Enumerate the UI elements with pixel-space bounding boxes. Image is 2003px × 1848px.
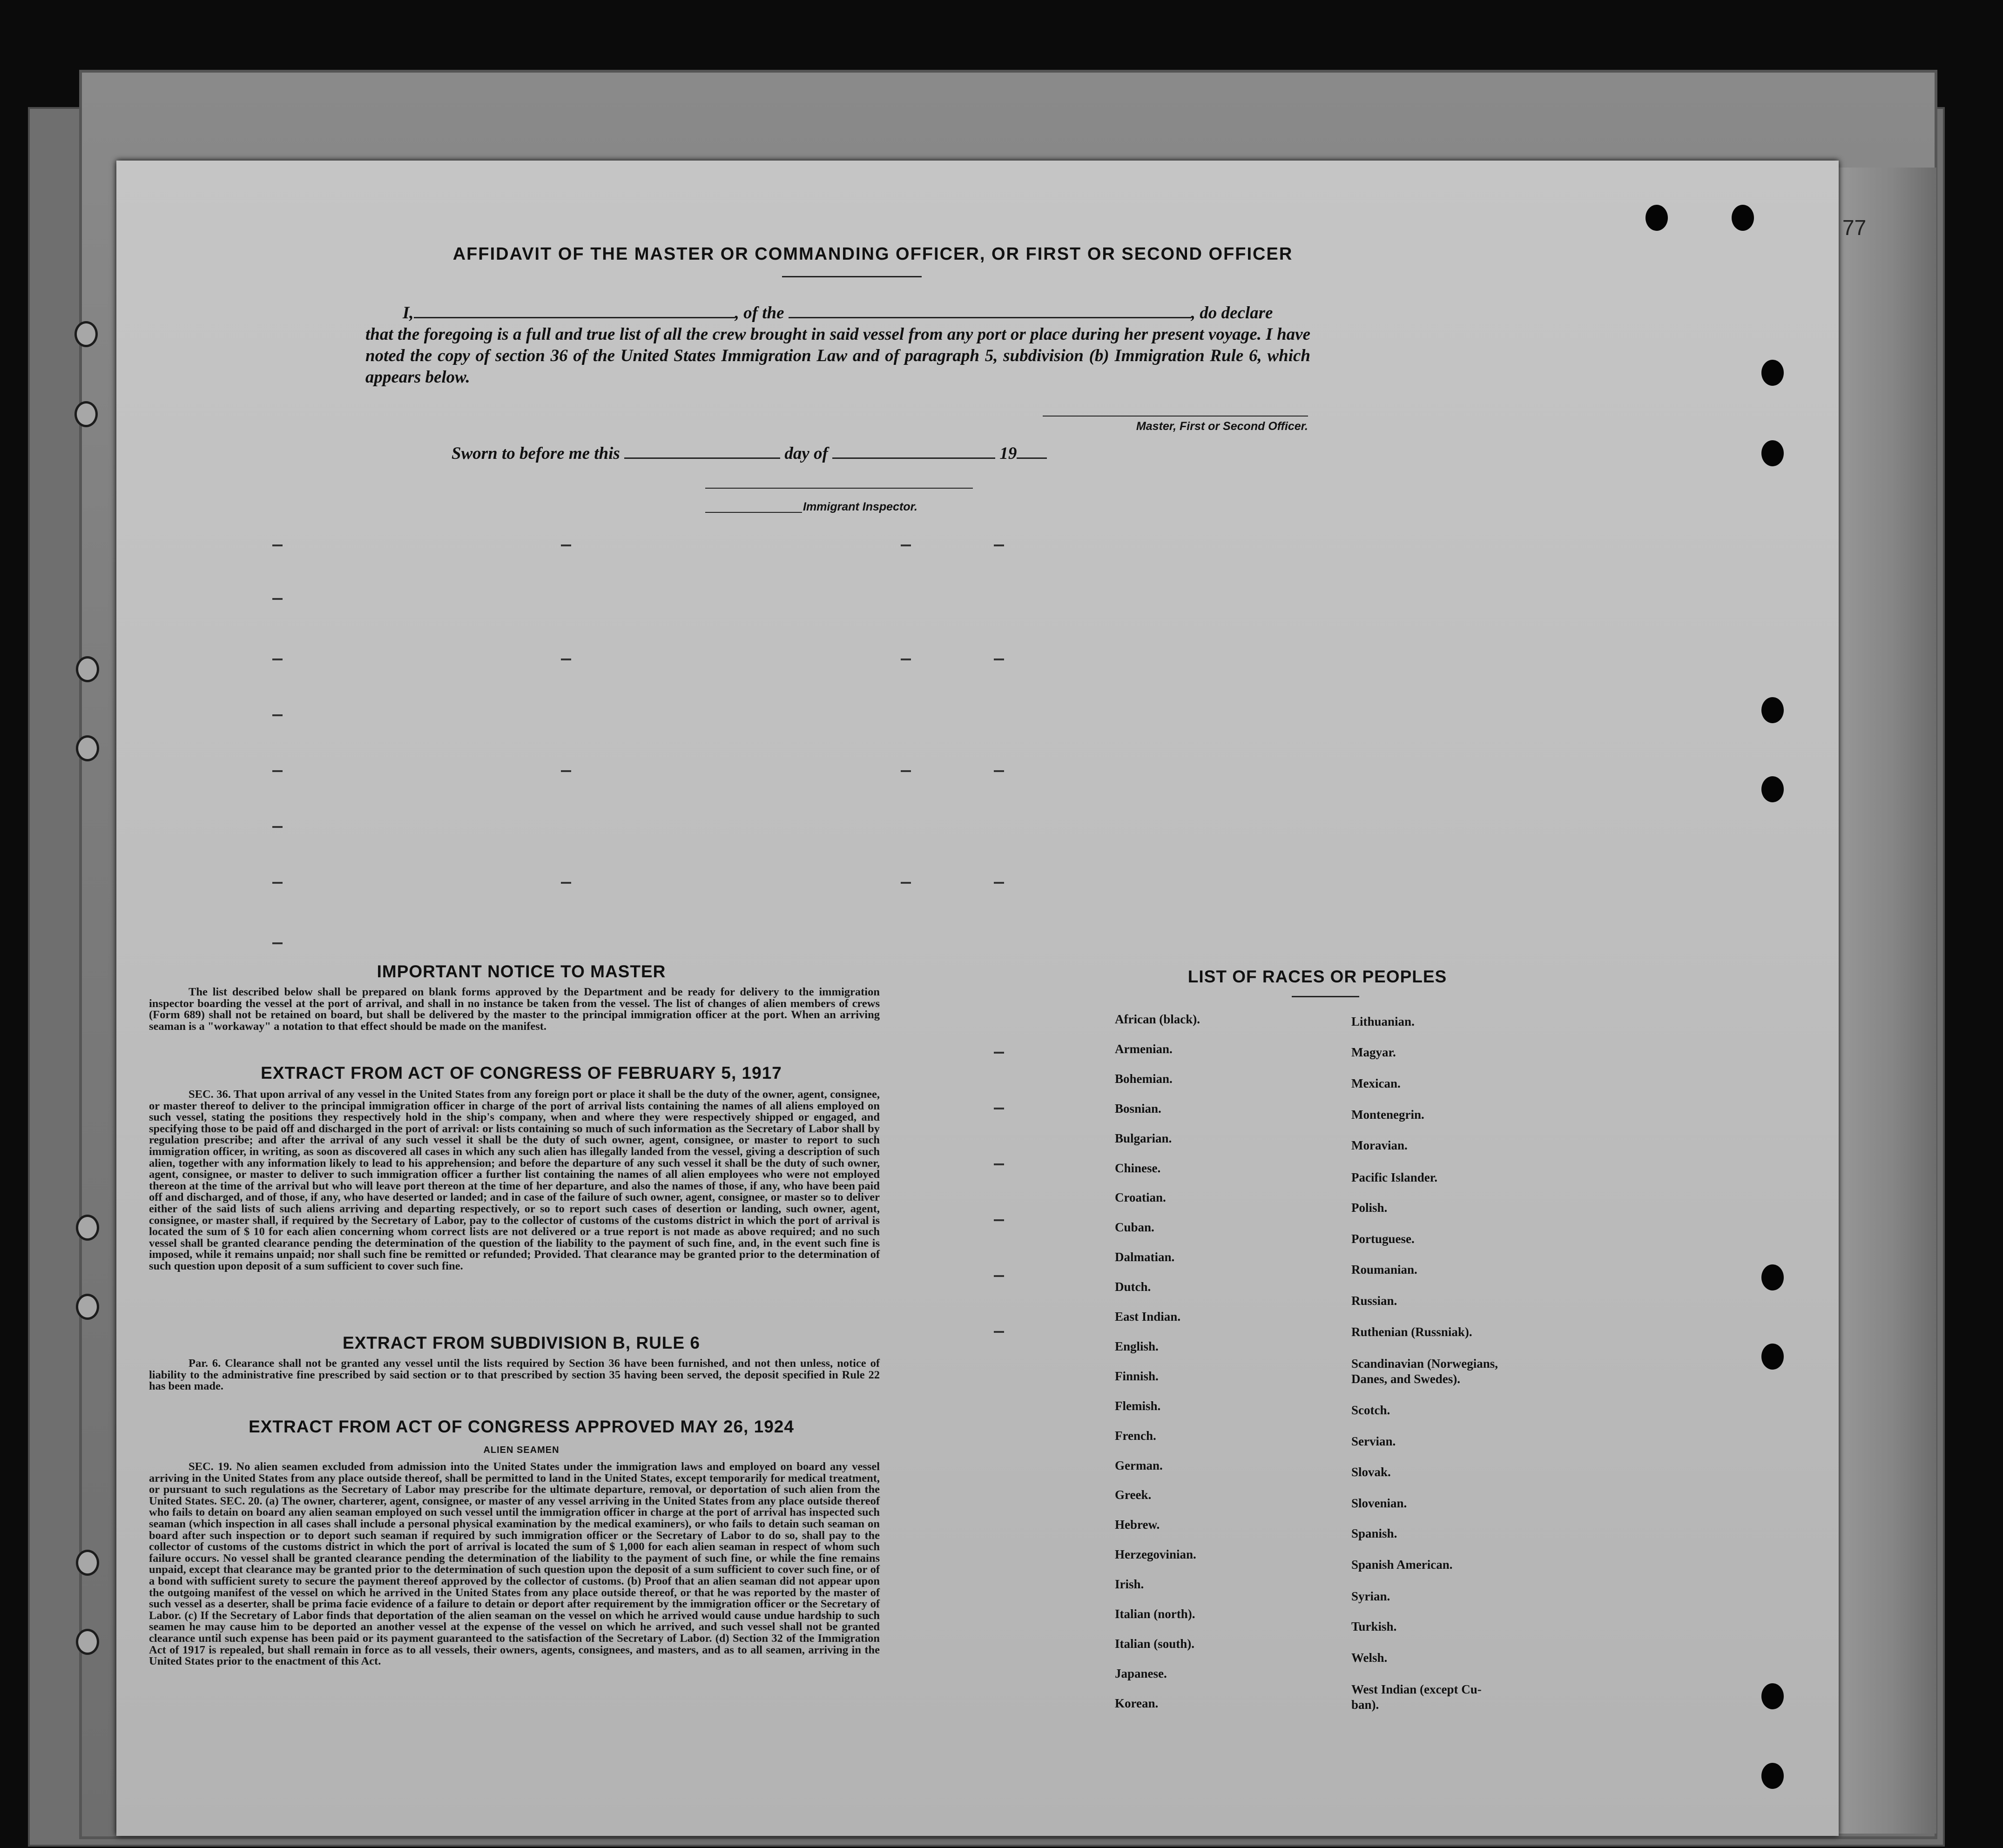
sworn-month-blank[interactable] (832, 444, 995, 459)
punch-hole-icon (1761, 1344, 1784, 1370)
punch-hole-icon (1761, 697, 1784, 723)
column-dash (272, 659, 283, 660)
race-item: Slovak. (1351, 1465, 1391, 1479)
column-dash (561, 882, 571, 884)
name-blank[interactable] (414, 303, 735, 318)
column-dash (994, 1052, 1004, 1054)
extract-1917-title: EXTRACT FROM ACT OF CONGRESS OF FEBRUARY 5, 1917 (261, 1063, 782, 1082)
race-item: Montenegrin. (1351, 1108, 1424, 1122)
race-item: Ruthenian (Russniak). (1351, 1325, 1472, 1339)
affidavit-body-text: that the foregoing is a full and true list of all the crew brought in said vessel from any port or place during her present voyage. I have noted the copy of section 36 of the United States Immigration Law and of paragraph 5, subdivision (b) Immigration Rule 6, which appears below. (365, 325, 1310, 387)
sworn-line (452, 444, 1047, 464)
bleed-through-text (1536, 200, 1862, 270)
extract-rule6-body: Par. 6. Clearance shall not be granted any vessel until the lists required by Section 36 have been furnished, and not then unless, notice of liability to the administrative fine prescribed by said section or to that prescribed by section 35 having been served, the deposit specified in Rule 22 has been made. (149, 1357, 880, 1393)
punch-hole-icon (1761, 440, 1784, 466)
race-item: Greek. (1115, 1488, 1152, 1502)
race-item: African (black). (1115, 1012, 1200, 1026)
signature-line[interactable] (1043, 416, 1308, 417)
race-item: Magyar. (1351, 1045, 1396, 1059)
race-item: Flemish. (1115, 1399, 1161, 1413)
extract-1924-body: SEC. 19. No alien seamen excluded from admission into the United States under the immigration laws and employed on board any vessel arriving in the United States from any place outside thereof, shall be permitted to land in the United States, except temporarily for medical treatment, or pursuant to such regulations as the Secretary of Labor may prescribe for the ultimate departure, removal, or deportation of such alien from the United States. SEC. 20. (a) The owner, charterer, agent, consignee, or master of any vessel arriving in the United States from any place outside thereof who fails to detain on board any alien seaman employed on such vessel until the immigration officer in charge at the port of arrival has inspected such seaman (which inspection in all cases shall include a personal physical examination by the medical examiners), or who fails to detain such seaman on board after such inspection or to deport such seaman if required by such immigration officer or the Secretary of Labor to do so, shall pay to the collector of customs of the customs district in which the port of arrival is located the sum of $ 1,000 for each alien seaman in respect of whom such failure occurs. No vessel shall be granted clearance pending the determination of the liability to the payment of such fine, or while the fine remains unpaid, except that clearance may be granted prior to the determination of such question upon the deposit of a sum sufficient to cover such fine, or of a bond with sufficient surety to secure the payment thereof approved by the collector of customs. (b) Proof that an alien seaman did not appear upon the outgoing manifest of the vessel on which he arrived in the United States from any place outside thereof, or that he was reported by the master of such vessel as a deserter, shall be prima facie evidence of a failure to detain or deport after requirement by the immigration officer or the Secretary of Labor. (c) If the Secretary of Labor finds that deportation of the alien seaman on the vessel on which he arrived would cause undue hardship to such seamen he may cause him to be deported an another vessel at the expense of the vessel on which he arrived, and such vessel shall not be granted clearance until such expense has been paid or its payment guaranteed to the satisfaction of the Secretary of Labor. (d) Section 32 of the Immigration Act of 1917 is repealed, but shall remain in force as to all vessels, their owners, agents, consignees, and masters, and as to all seamen, arriving in the United States prior to the enactment of this Act. (149, 1460, 880, 1668)
races-title: LIST OF RACES OR PEOPLES (1187, 967, 1447, 986)
column-dash (561, 544, 571, 546)
race-item: Herzegovinian. (1115, 1547, 1196, 1561)
affidavit-statement (365, 302, 1310, 388)
declaration-do-declare: , do declare (1191, 303, 1273, 323)
race-item: Armenian. (1115, 1042, 1173, 1056)
punch-hole-icon (1761, 360, 1784, 386)
column-dash (901, 544, 911, 546)
column-dash (994, 1275, 1004, 1277)
race-item: Dutch. (1115, 1280, 1151, 1294)
race-item: Portuguese. (1351, 1232, 1415, 1246)
declaration-of-the: , of the (735, 303, 784, 323)
signature-label: Master, First or Second Officer. (1136, 420, 1308, 433)
punch-hole-ring-icon (76, 735, 99, 761)
column-dash (994, 770, 1004, 772)
race-item: Moravian. (1351, 1138, 1408, 1152)
punch-hole-ring-icon (76, 1629, 99, 1655)
punch-hole-ring-icon (74, 401, 98, 427)
column-dash (901, 770, 911, 772)
punch-hole-icon (1646, 205, 1668, 231)
race-item: Polish. (1351, 1201, 1388, 1215)
column-dash (994, 1331, 1004, 1333)
sworn-year-blank[interactable] (1017, 444, 1047, 459)
race-item: Mexican. (1351, 1076, 1401, 1090)
inspector-prefix-line (705, 512, 802, 513)
punch-hole-icon (1761, 1264, 1784, 1290)
race-item: Finnish. (1115, 1369, 1159, 1383)
race-item: Pacific Islander. (1351, 1170, 1437, 1184)
column-dash (272, 544, 283, 546)
sworn-day-of: day of (784, 444, 828, 463)
race-item: Chinese. (1115, 1161, 1161, 1175)
race-item: Irish. (1115, 1577, 1144, 1591)
race-item: Syrian. (1351, 1589, 1390, 1603)
column-dash (901, 882, 911, 884)
race-item: Japanese. (1115, 1667, 1167, 1680)
race-item: West Indian (except Cu- (1351, 1682, 1482, 1696)
race-item: Italian (north). (1115, 1607, 1195, 1621)
column-dash (272, 770, 283, 772)
races-title-underline (1292, 996, 1359, 997)
punch-hole-ring-icon (76, 656, 99, 682)
column-dash (272, 598, 283, 600)
affidavit-declaration-line (365, 302, 1310, 324)
column-dash (272, 882, 283, 884)
race-item: ban). (1351, 1698, 1379, 1712)
race-item: Scotch. (1351, 1403, 1390, 1417)
race-item: French. (1115, 1429, 1156, 1443)
extract-1917-body: SEC. 36. That upon arrival of any vessel in the United States from any foreign port or place it shall be the duty of the owner, agent, consignee, or master thereof to deliver to the principal immigration officer in charge of the port of arrival lists containing the names of all aliens employed on such vessel, stating the positions they respectively hold in the ship's company, when and where they were respectively shipped or engaged, and specifying those to be paid off and discharged in the port of arrival: or lists containing so much of such information as the Secretary of Labor shall by regulation prescribe; and after the arrival of any such vessel it shall be the duty of such owner, agent, consignee, or master to report to such immigration officer, in writing, as soon as discovered all cases in which any such alien has illegally landed from the vessel, giving a description of such alien, together with any information likely to lead to his apprehension; and before the departure of any such vessel it shall be the duty of such owner, agent, consignee, or master to deliver to such immigration officer a further list containing the names of all alien employees who were not employed thereon at the time of the arrival but who will leave port thereon at the time of her departure, and also the names of those, if any, who have been paid off and discharged, and of those, if any, who have deserted or landed; and in case of the failure of such owner, agent, consignee, or master so to deliver either of the said lists of such aliens arriving and departing respectively, or so to report such cases of desertion or landing, such owner, agent, consignee, or master shall, if required by the Secretary of Labor, pay to the collector of customs of the customs district in which the port of arrival is located the sum of $ 10 for each alien concerning whom correct lists are not delivered or a true report is not made as above required; and no such vessel shall be granted clearance pending the determination of the question of the liability to the payment of such fine, and, in the event such fine is imposed, while it remains unpaid; nor shall such fine be remitted or refunded; Provided. That clearance may be granted prior to the determination of such question upon deposit of a sum sufficient to cover such fine. (149, 1088, 880, 1272)
inspector-label: Immigrant Inspector. (803, 500, 917, 513)
page-number: 77 (1842, 215, 1867, 240)
column-dash (901, 659, 911, 660)
race-item: Lithuanian. (1351, 1015, 1415, 1028)
column-dash (994, 1163, 1004, 1165)
column-dash (994, 659, 1004, 660)
race-item: Hebrew. (1115, 1518, 1160, 1532)
race-item: German. (1115, 1458, 1163, 1472)
punch-hole-ring-icon (76, 1550, 99, 1576)
sworn-prefix: Sworn to before me this (452, 444, 620, 463)
race-item: Spanish. (1351, 1526, 1397, 1540)
column-dash (994, 1219, 1004, 1221)
affidavit-title: AFFIDAVIT OF THE MASTER OR COMMANDING OFFICER, OR FIRST OR SECOND OFFICER (452, 244, 1293, 264)
declaration-i: I, (403, 303, 414, 323)
race-item: Roumanian. (1351, 1263, 1417, 1277)
race-item: Italian (south). (1115, 1637, 1195, 1651)
sworn-year: 19 (999, 444, 1017, 463)
race-item: Croatian. (1115, 1190, 1166, 1204)
race-item: Servian. (1351, 1434, 1396, 1448)
title-underline (782, 276, 922, 277)
race-item: Russian. (1351, 1294, 1397, 1308)
column-dash (994, 882, 1004, 884)
extract-1924-subtitle: ALIEN SEAMEN (483, 1445, 560, 1455)
extract-1924-title: EXTRACT FROM ACT OF CONGRESS APPROVED MAY 26, 1924 (249, 1417, 794, 1436)
punch-hole-ring-icon (76, 1294, 99, 1320)
column-dash (272, 942, 283, 944)
race-item: Bosnian. (1115, 1102, 1161, 1116)
column-dash (994, 1108, 1004, 1109)
punch-hole-ring-icon (76, 1215, 99, 1241)
column-dash (272, 714, 283, 716)
column-dash (272, 826, 283, 828)
race-item: Turkish. (1351, 1620, 1397, 1633)
column-dash (561, 659, 571, 660)
race-item: Dalmatian. (1115, 1250, 1175, 1264)
column-dash (994, 544, 1004, 546)
race-item: Scandinavian (Norwegians, (1351, 1357, 1498, 1371)
vessel-blank[interactable] (789, 303, 1191, 318)
race-item: Bohemian. (1115, 1072, 1173, 1086)
race-item: East Indian. (1115, 1310, 1181, 1324)
punch-hole-icon (1732, 205, 1754, 231)
sworn-day-blank[interactable] (624, 444, 780, 459)
punch-hole-icon (1761, 1763, 1784, 1789)
race-item: Korean. (1115, 1696, 1159, 1710)
punch-hole-icon (1761, 776, 1784, 802)
race-item: English. (1115, 1339, 1159, 1353)
race-item: Cuban. (1115, 1220, 1154, 1234)
inspector-signature-line[interactable] (705, 488, 973, 489)
notice-body: The list described below shall be prepared on blank forms approved by the Department and be ready for delivery to the immigration inspector boarding the vessel at the port of arrival, and shall in no instance be taken from the vessel. The list of changes of alien members of crews (Form 689) shall not be retained on board, but shall be delivered by the master to the principal immigration officer at the port. When an arriving seaman is a "workaway" a notation to that effect should be made on the manifest. (149, 986, 880, 1033)
race-item: Spanish American. (1351, 1558, 1453, 1572)
page-edge-strip (1829, 168, 1936, 1834)
race-item: Slovenian. (1351, 1496, 1407, 1510)
punch-hole-icon (1761, 1683, 1784, 1709)
notice-title: IMPORTANT NOTICE TO MASTER (377, 962, 666, 981)
extract-rule6-title: EXTRACT FROM SUBDIVISION B, RULE 6 (343, 1333, 700, 1352)
race-item: Welsh. (1351, 1651, 1388, 1665)
race-item: Bulgarian. (1115, 1131, 1172, 1145)
column-dash (561, 770, 571, 772)
punch-hole-ring-icon (74, 321, 98, 347)
race-item: Danes, and Swedes). (1351, 1372, 1461, 1386)
